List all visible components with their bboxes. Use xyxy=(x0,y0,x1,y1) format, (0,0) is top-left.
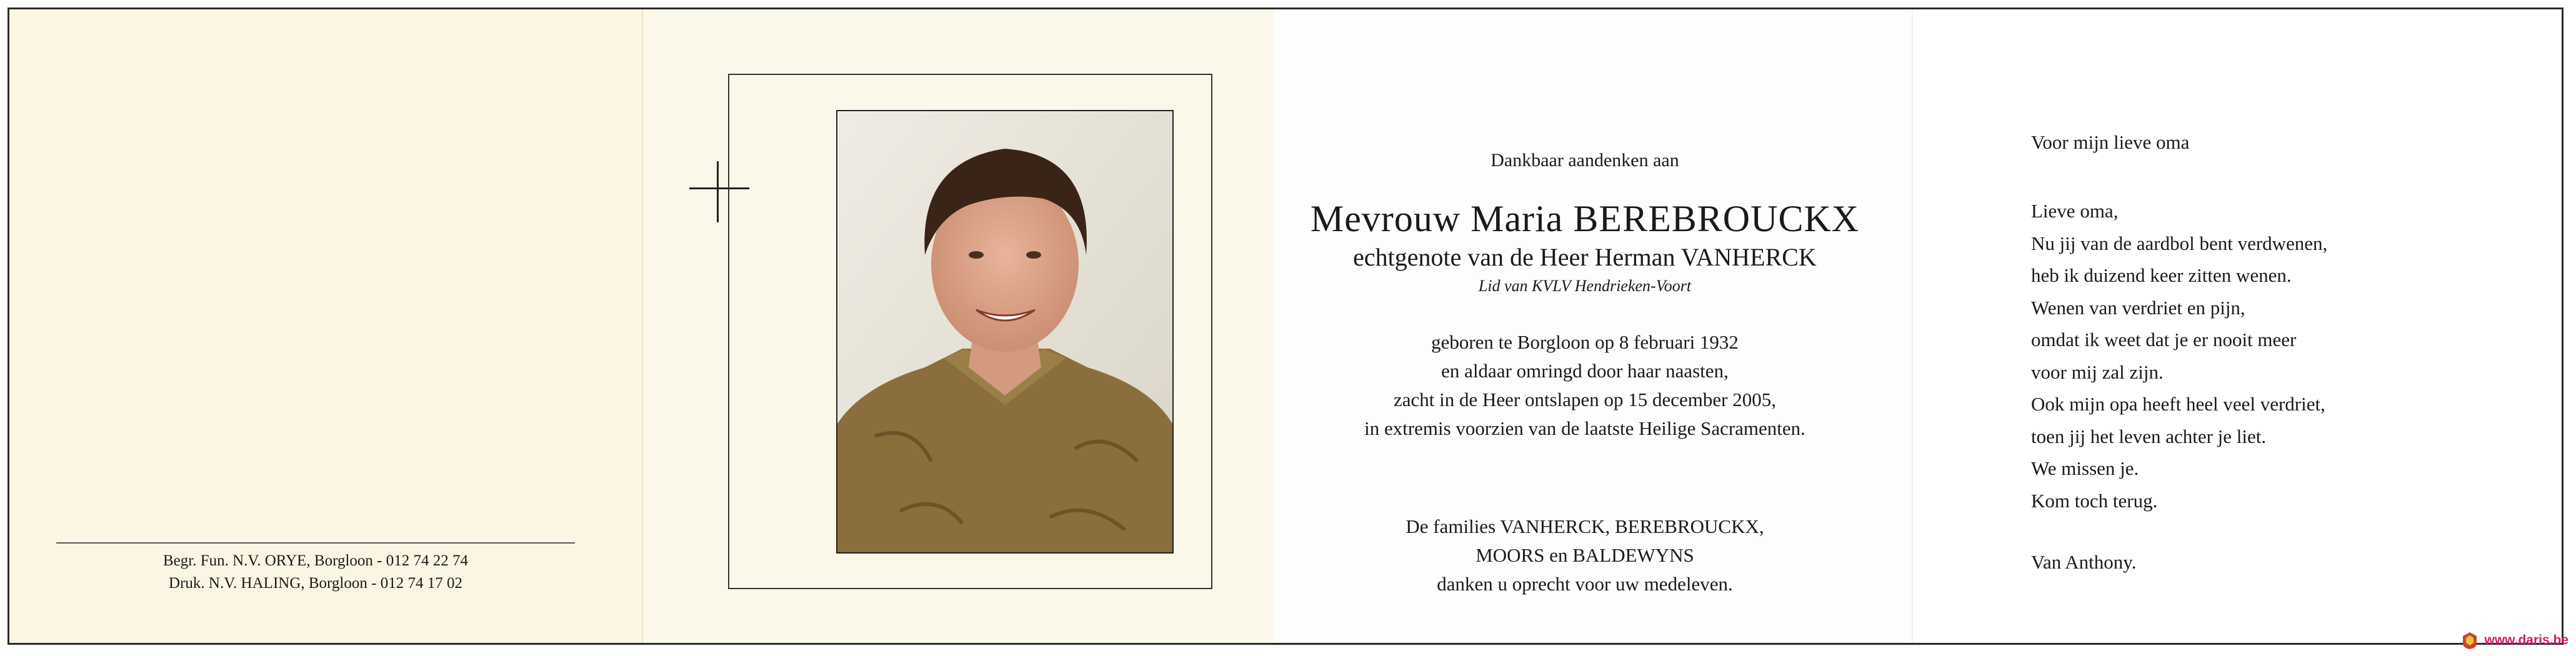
family-line: MOORS en BALDEWYNS xyxy=(1475,544,1694,566)
watermark xyxy=(2460,631,2569,650)
fold-line xyxy=(642,9,643,643)
poem-line: heb ik duizend keer zitten wenen. xyxy=(2031,264,2292,286)
poem-line: Lieve oma, xyxy=(2031,200,2119,222)
portrait-photo xyxy=(836,110,1174,554)
thanks-line: danken u oprecht voor uw medeleven. xyxy=(1437,573,1733,595)
family-line: De families VANHERCK, BEREBROUCKX, xyxy=(1405,515,1764,537)
family-thanks xyxy=(1269,512,1901,599)
poem-line: Wenen van verdriet en pijn, xyxy=(2031,296,2245,319)
poem-line: toen jij het leven achter je liet. xyxy=(2031,425,2267,447)
fold-line xyxy=(1912,9,1913,643)
membership-line: Lid van KVLV Hendrieken-Voort xyxy=(1478,277,1692,295)
printer-credits xyxy=(56,550,575,595)
death-line: zacht in de Heer ontslapen op 15 december 2005, xyxy=(1393,389,1777,410)
intro-line: Dankbaar aandenken aan xyxy=(1490,150,1679,171)
printer-credit: Druk. N.V. HALING, Borgloon - 012 74 17 02 xyxy=(169,575,462,592)
deceased-name: Mevrouw Maria BEREBROUCKX xyxy=(1310,198,1860,239)
life-details xyxy=(1269,328,1901,443)
poem-body xyxy=(2031,195,2327,517)
cross-icon xyxy=(717,161,719,222)
funeral-home-credit: Begr. Fun. N.V. ORYE, Borgloon - 012 74 22 74 xyxy=(162,552,468,569)
birth-line: geboren te Borgloon op 8 februari 1932 xyxy=(1431,331,1739,353)
poem-line: Nu jij van de aardbol bent verdwenen, xyxy=(2031,232,2328,254)
sacraments-line: in extremis voorzien van de laatste Heilige Sacramenten. xyxy=(1364,417,1805,439)
poem-signature: Van Anthony. xyxy=(2031,551,2137,573)
residence-line: en aldaar omringd door haar naasten, xyxy=(1441,360,1729,382)
poem-line: omdat ik weet dat je er nooit meer xyxy=(2031,329,2297,350)
daris-logo-icon xyxy=(2460,631,2479,650)
poem-line: voor mij zal zijn. xyxy=(2031,360,2164,383)
credits-divider xyxy=(56,542,575,544)
poem-line: Kom toch terug. xyxy=(2031,489,2158,512)
panel-back xyxy=(9,9,642,643)
poem-title: Voor mijn lieve oma xyxy=(2031,131,2190,153)
poem-line: We missen je. xyxy=(2031,457,2139,479)
spouse-line: echtgenote van de Heer Herman VANHERCK xyxy=(1353,243,1817,271)
poem-line: Ook mijn opa heeft heel veel verdriet, xyxy=(2031,393,2325,415)
watermark-text[interactable]: www.daris.be xyxy=(2484,633,2569,647)
